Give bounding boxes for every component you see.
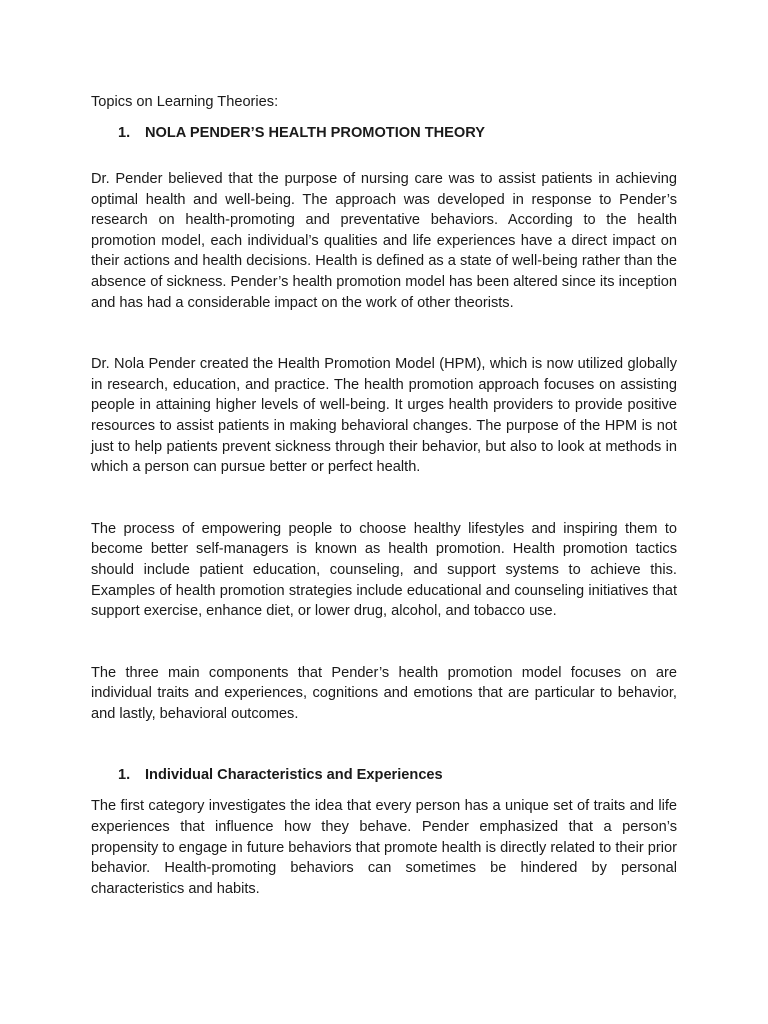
section-heading-nola-pender bbox=[91, 123, 677, 144]
paragraph-health-promotion-process: The process of empowering people to choose healthy lifestyles and inspiring them to become better self-managers is known as health promotion. Health promotion tactics should include patient education, counseling, and support systems to achieve this. Examples of health promotion strategies include educational and counseling initiatives that support exercise, enhance diet, or lower drug, alcohol, and tobacco use. bbox=[91, 520, 677, 620]
document-content bbox=[91, 92, 677, 899]
paragraph-first-category: The first category investigates the idea that every person has a unique set of traits and life experiences that influence how they behave. Pender emphasized that a person’s propensity to engage in future behaviors that promote health is directly related to their prior behavior. Health-promoting behaviors can sometimes be hindered by personal characteristics and habits. bbox=[91, 798, 677, 897]
section-heading-individual-characteristics bbox=[91, 765, 677, 786]
heading-title: NOLA PENDER’S HEALTH PROMOTION THEORY bbox=[145, 125, 485, 141]
paragraph-hpm-creation: Dr. Nola Pender created the Health Promotion Model (HPM), which is now utilized globally in research, education, and practice. The health promotion approach focuses on assisting people in attaining higher levels of well-being. It urges health providers to provide positive resources to assist patients in making behavioral changes. The purpose of the HPM is not just to help patients prevent sickness through their behavior, but also to look at methods in which a person can pursue better or perfect health. bbox=[91, 356, 677, 476]
heading-number: 1. bbox=[118, 125, 131, 141]
heading-title: Individual Characteristics and Experiences bbox=[145, 767, 443, 784]
intro-line: Topics on Learning Theories: bbox=[91, 94, 279, 110]
paragraph-three-components: The three main components that Pender’s health promotion model focuses on are individual traits and experiences, cognitions and emotions that are particular to behavior, and lastly, behavioral outcomes. bbox=[91, 664, 677, 722]
paragraph-purpose-of-nursing: Dr. Pender believed that the purpose of nursing care was to assist patients in achieving optimal health and well-being. The approach was developed in response to Pender’s research on health-promoting and preventative behaviors. According to the health promotion model, each individual’s qualities and life experiences have a direct impact on their actions and health decisions. Health is defined as a state of well-being rather than the absence of sickness. Pender’s health promotion model has been altered since its inception and has had a considerable impact on the work of other theorists. bbox=[91, 171, 677, 311]
heading-number: 1. bbox=[118, 767, 131, 784]
